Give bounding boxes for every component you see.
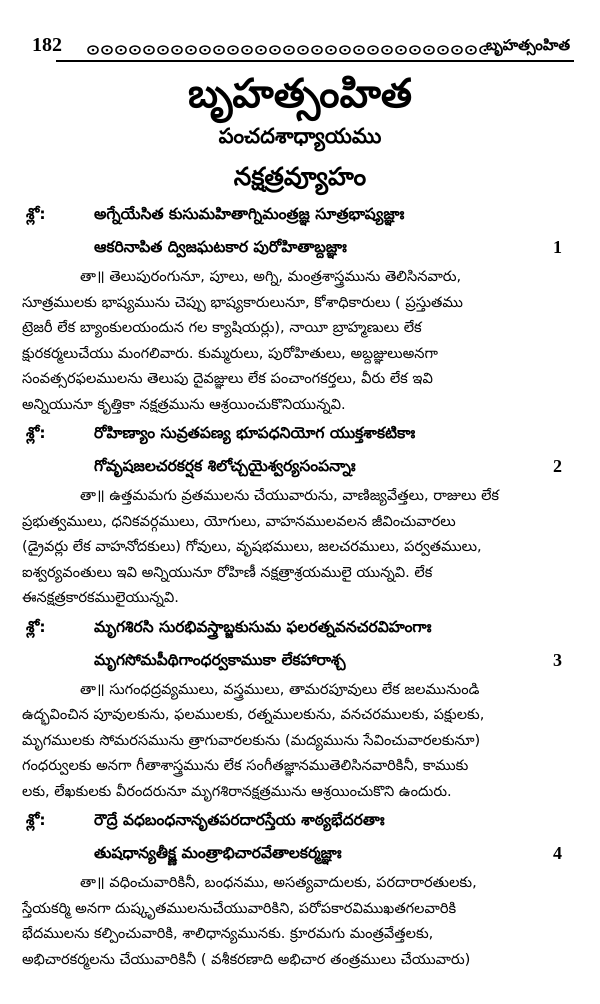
commentary-line: గంధర్వులకు అనగా గీతాశాస్త్రమును లేక సంగీతజ్ఞానముతెలిసినవారికినీ, కాముకు bbox=[22, 757, 469, 774]
verse-line: తుషధాన్యతీక్ష్ణ మంత్రాభిచారవేతాలకర్మజ్ఞాః 4 bbox=[22, 837, 578, 870]
verse-marker: శ్లో: bbox=[26, 811, 46, 829]
verse-line: ఆకరినాపిత ద్విజఘటకార పురోహితాబ్దజ్ఞాః 1 bbox=[22, 231, 578, 264]
commentary-line: (డ్రైవర్లు లేక వాహనోదకులు) గోవులు, వృషభములు, జలచరములు, పర్వతములు, bbox=[22, 538, 482, 555]
verse-marker: శ్లో: bbox=[26, 617, 46, 636]
verse-line: రోహిణ్యాం సువ్రతపణ్య భూపధనియోగ యుక్తశాకటికాః bbox=[94, 424, 416, 442]
verse-number: 1 bbox=[553, 237, 562, 257]
verse-block bbox=[22, 804, 578, 870]
commentary-line: భేదములను కల్పించువారికి, శాలిధాన్యమునకు. క్రూరమగు మంత్రవేత్తలకు, bbox=[22, 925, 434, 942]
commentary-line: తా॥ వధించువారికినీ, బంధనము, అసత్యవాదులకు, పరదారారతులకు, bbox=[80, 874, 477, 891]
verse-number: 4 bbox=[553, 843, 562, 863]
verses-container bbox=[22, 198, 578, 972]
verse-marker: శ్లో: bbox=[26, 424, 46, 442]
running-title: బృహత్సంహిత bbox=[485, 36, 570, 54]
verse-number: 2 bbox=[553, 456, 562, 476]
verse-line: మృగసోమపీథిగాంధర్వకాముకా లేకహారాశ్చ 3 bbox=[22, 644, 578, 677]
section-title: నక్షత్రవ్యూహం bbox=[233, 162, 367, 191]
verse-line: మృగశిరసి సురభివస్త్రాబ్జకుసుమ ఫలరత్నవనచరవిహంగాః bbox=[94, 617, 432, 636]
commentary-line: ట్రెజరీ లేక బ్యాంకులయందున గల క్యాషియర్లు), నాయీ బ్రాహ్మణులు లేక bbox=[22, 319, 422, 336]
verse-number: 3 bbox=[553, 649, 562, 670]
commentary-line: సూత్రములకు భాష్యమును చెప్పు భాష్యకారులునూ, కోశాధికారులు ( ప్రస్తుతము bbox=[22, 293, 463, 311]
commentary-paragraph bbox=[22, 870, 578, 972]
verse-marker: శ్లో: bbox=[26, 205, 46, 223]
commentary-line: మృగములకు సోమరసమును త్రాగువారలకును (మద్యమును సేవించువారలకునూ) bbox=[22, 731, 481, 749]
commentary-line: స్తేయకర్మి అనగా దుష్కృతములనుచేయువారికిని, పరోపకారవిముఖతగలవారికి bbox=[22, 899, 457, 917]
commentary-paragraph bbox=[22, 264, 578, 417]
commentary-line: సంవత్సరఫలములను తెలుపు దైవజ్ఞులు లేక పంచాంగకర్తలు, వీరు లేక ఇవి bbox=[22, 370, 433, 387]
commentary-line: ఐశ్వర్యవంతులు ఇవి అన్నియునూ రోహిణీ నక్షత్రాశ్రయములై యున్నవి. లేక bbox=[22, 563, 433, 581]
verse-line: రౌద్రే వధబంధనానృతపరదారస్తేయ శాఠ్యభేదరతాః bbox=[94, 811, 385, 829]
commentary-line: అభిచారకర్మలను చేయువారికినీ ( వశీకరణాది అభిచార తంత్రములు చేయువారు) bbox=[22, 950, 471, 968]
commentary-line: తా॥ సుగంధద్రవ్యములు, వస్త్రములు, తామరపూవులు లేక జలమునుండి bbox=[80, 680, 480, 698]
commentary-paragraph bbox=[22, 677, 578, 805]
verse-block bbox=[22, 417, 578, 483]
page-number: 182 bbox=[32, 34, 62, 56]
commentary-line: లకు, లేఖకులకు వీరందరునూ మృగశిరానక్షత్రమును ఆశ్రయించుకొని ఉందురు. bbox=[22, 782, 452, 800]
verse-line: అగ్నేయేసిత కుసుమహితాగ్నిమంత్రజ్ఞ సూత్రభాష్యజ్ఞాః bbox=[94, 205, 405, 223]
decorative-border-ornament bbox=[86, 44, 488, 56]
commentary-line: ఈనక్షత్రకారకములైయున్నవి. bbox=[22, 589, 179, 606]
commentary-line: ప్రభుత్వములు, ధనికవర్గములు, యోగులు, వాహనములవలన జీవించువారలు bbox=[22, 512, 456, 530]
commentary-line: తా॥ తెలుపురంగునూ, పూలు, అగ్ని, మంత్రశాస్త్రమును తెలిసినవారు, bbox=[80, 268, 462, 285]
verse-block bbox=[22, 611, 578, 677]
book-title: బృహత్సంహిత bbox=[187, 71, 413, 117]
commentary-line: తా॥ ఉత్తమమగు వ్రతములను చేయువారును, వాణిజ్యవేత్తలు, రాజులు లేక bbox=[80, 487, 500, 504]
verse-line: గోవృషజలచరకర్షక శిలోచ్చయైశ్వర్యసంపన్నాః 2 bbox=[22, 450, 578, 483]
commentary-line: క్షురకర్మలుచేయు మంగలివారు. కుమ్మరులు, పురోహితులు, అబ్దజ్ఞులుఅనగా bbox=[22, 344, 438, 362]
commentary-paragraph bbox=[22, 483, 578, 611]
chapter-title: పంచదశాధ్యాయము bbox=[218, 124, 382, 148]
header-rule bbox=[56, 60, 574, 62]
commentary-line: అన్నియునూ కృత్తికా నక్షత్రమును ఆశ్రయించుకొనియున్నవి. bbox=[22, 395, 346, 413]
page-header bbox=[22, 0, 578, 56]
verse-block bbox=[22, 198, 578, 264]
commentary-line: ఉద్భవించిన పూవులకును, ఫలములకు, రత్నములకును, వనచరములకు, పక్షులకు, bbox=[22, 706, 485, 723]
